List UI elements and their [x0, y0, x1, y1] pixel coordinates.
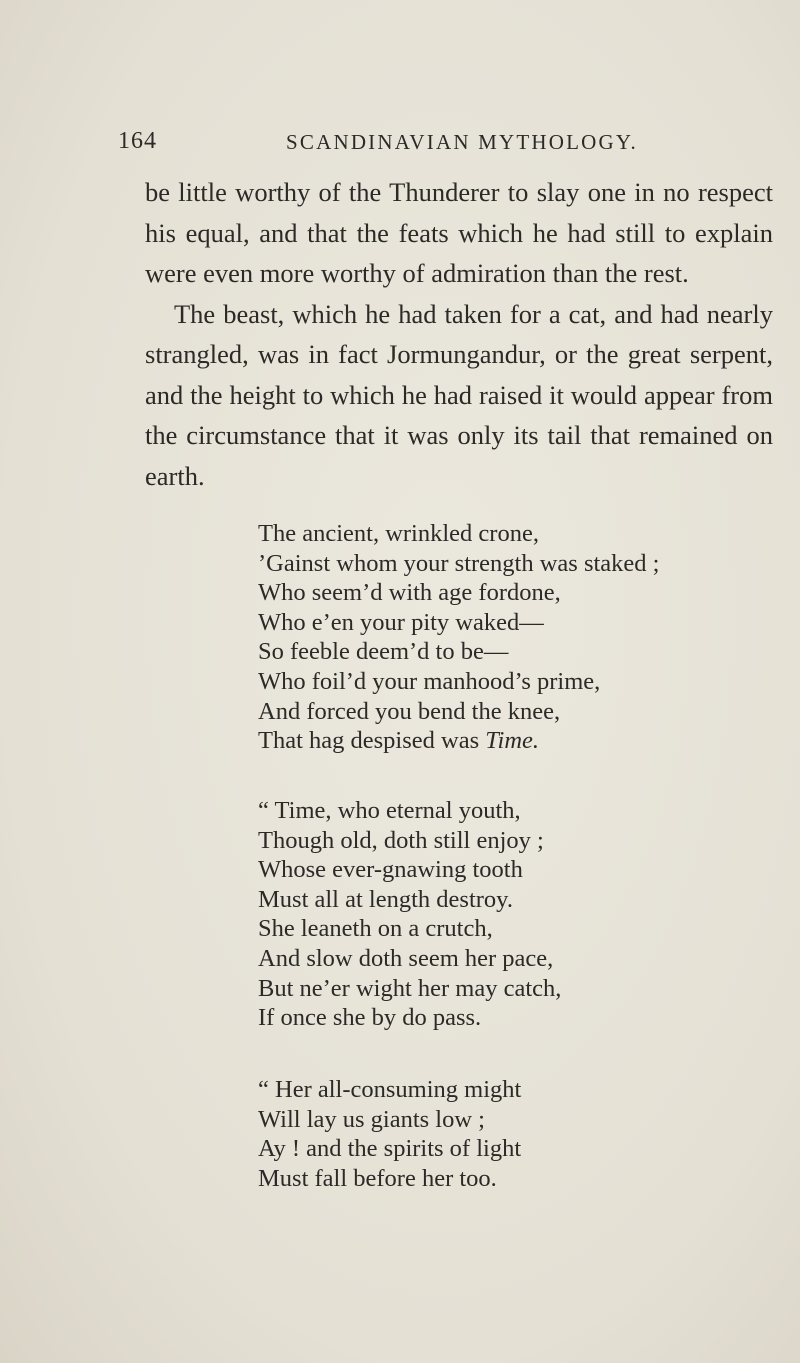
verse-line: Must fall before her too.	[258, 1164, 497, 1192]
verse-line: But ne’er wight her may catch,	[258, 974, 562, 1002]
verse-line: Who e’en your pity waked—	[258, 608, 544, 636]
prose-text	[145, 172, 773, 496]
verse-line: If once she by do pass.	[258, 1004, 482, 1032]
poem-stanza-1	[258, 519, 659, 756]
verse-line: She leaneth on a crutch,	[258, 915, 493, 943]
verse-line-text: That hag despised was	[258, 727, 486, 755]
verse-line: So feeble deem’d to be—	[258, 638, 509, 666]
paragraph-2: The beast, which he had taken for a cat, and had nearly strangled, was in fact Jormungandur, or the great serpent, and the height to which he had raised it would appear from the circumstance that it was only its tail that remained on earth.	[145, 298, 773, 491]
verse-line: Will lay us giants low ;	[258, 1105, 485, 1133]
running-title: SCANDINAVIAN MYTHOLOGY.	[286, 130, 639, 154]
poem-stanza-3	[258, 1075, 521, 1193]
verse-line: Who seem’d with age fordone,	[258, 579, 561, 607]
verse-line-last	[258, 726, 659, 756]
verse-line: And slow doth seem her pace,	[258, 944, 554, 972]
verse-line: ’Gainst whom your strength was staked ;	[258, 549, 660, 577]
verse-line: Who foil’d your manhood’s prime,	[258, 667, 601, 695]
verse-line: Though old, doth still enjoy ;	[258, 826, 544, 854]
paragraph-1: be little worthy of the Thunderer to slay one in no respect his equal, and that the feats which he had still to explain were even more worthy of admiration than the rest.	[145, 177, 773, 288]
verse-line: Whose ever-gnawing tooth	[258, 856, 523, 884]
verse-line: “ Her all-consuming might	[258, 1076, 522, 1103]
running-head	[118, 128, 678, 164]
italic-word-time: Time.	[485, 727, 540, 755]
verse-line: “ Time, who eternal youth,	[258, 797, 521, 824]
verse-line: The ancient, wrinkled crone,	[258, 520, 539, 547]
poem-stanza-2	[258, 796, 561, 1033]
verse-line: And forced you bend the knee,	[258, 697, 561, 725]
verse-line: Ay ! and the spirits of light	[258, 1135, 522, 1163]
page-number: 164	[118, 128, 157, 154]
verse-line: Must all at length destroy.	[258, 885, 513, 913]
